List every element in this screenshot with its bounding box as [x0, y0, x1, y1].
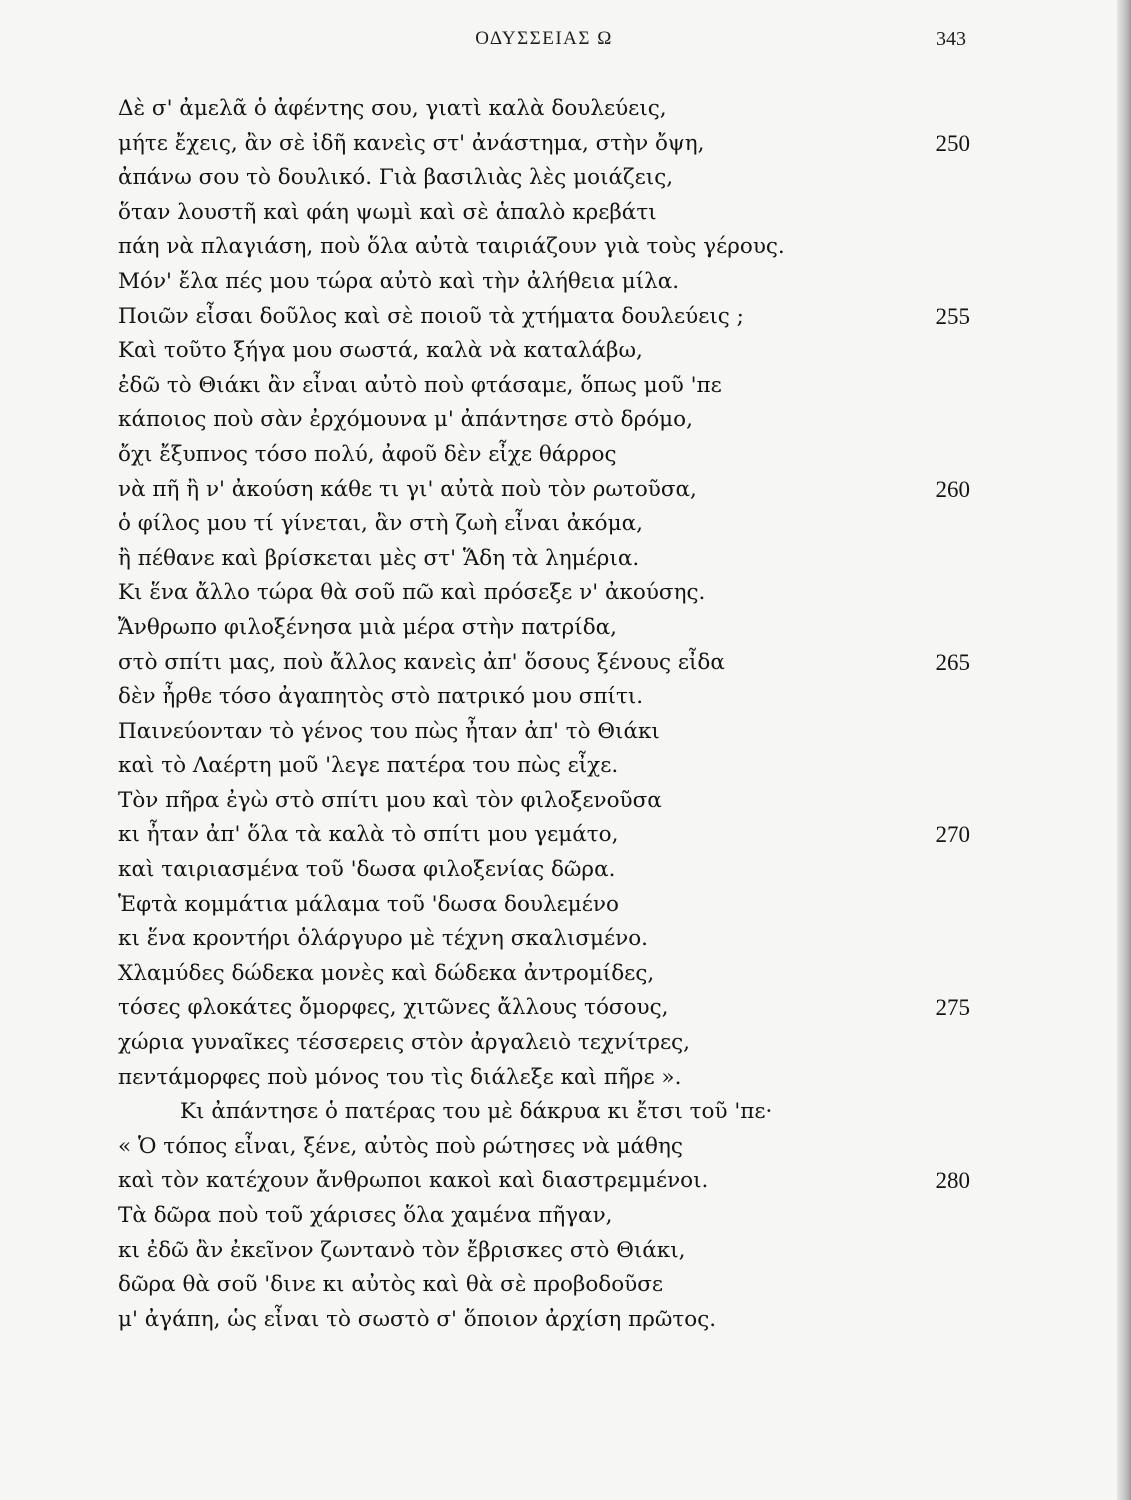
verse-line	[118, 542, 970, 577]
verse-line	[118, 1268, 970, 1303]
verse-line	[118, 957, 970, 992]
verse-text: μ' ἀγάπη, ὡς εἶναι τὸ σωστὸ σ' ὅποιον ἀρχίση πρῶτος.	[118, 1306, 717, 1332]
verse-text: Δὲ σ' ἀμελᾶ ὁ ἀφέντης σου, γιατὶ καλὰ δουλεύεις,	[118, 96, 667, 121]
line-number: 265	[935, 649, 970, 675]
verse-text: χώρια γυναῖκες τέσσερεις στὸν ἀργαλειὸ τεχνίτρες,	[118, 1030, 691, 1056]
verse-line	[118, 888, 970, 923]
verse-line	[118, 438, 970, 473]
verse-text: καὶ τὸν κατέχουν ἄνθρωποι κακοὶ καὶ διαστρεμμένοι.	[118, 1168, 709, 1194]
verse-line	[118, 715, 970, 750]
verse-line	[118, 1026, 970, 1061]
page-number: 343	[936, 28, 966, 50]
line-number: 275	[935, 995, 970, 1021]
verse-line	[118, 576, 970, 611]
verse-text: Ἄνθρωπο φιλοξένησα μιὰ μέρα στὴν πατρίδα,	[118, 614, 618, 640]
verse-line	[118, 230, 970, 265]
line-number: 255	[935, 303, 970, 329]
verse-text: ἐδῶ τὸ Θιάκι ἂν εἶναι αὐτὸ ποὺ φτάσαμε, ὅπως μοῦ 'πε	[118, 372, 722, 398]
verse-line	[118, 473, 970, 508]
verse-line	[118, 1199, 970, 1234]
verse-text: Κι ἕνα ἄλλο τώρα θὰ σοῦ πῶ καὶ πρόσεξε ν' ἀκούσης.	[118, 580, 706, 606]
verse-line	[118, 403, 970, 438]
verse-text: δὲν ἦρθε τόσο ἀγαπητὸς στὸ πατρικό μου σπίτι.	[118, 684, 644, 710]
line-number: 250	[935, 130, 970, 156]
verse-text: Χλαμύδες δώδεκα μονὲς καὶ δώδεκα ἀντρομίδες,	[118, 960, 655, 986]
verse-line	[118, 507, 970, 542]
verse-text: Κι ἀπάντησε ὁ πατέρας του μὲ δάκρυα κι ἔτσι τοῦ 'πε·	[180, 1099, 773, 1125]
verse-text: ἀπάνω σου τὸ δουλικό. Γιὰ βασιλιὰς λὲς μοιάζεις,	[118, 165, 674, 191]
verse-text: ὄχι ἔξυπνος τόσο πολύ, ἀφοῦ δὲν εἶχε θάρρος	[118, 441, 617, 467]
verse-line	[118, 1095, 970, 1130]
verse-text: δῶρα θὰ σοῦ 'δινε κι αὐτὸς καὶ θὰ σὲ προβοδοῦσε	[118, 1272, 664, 1298]
verse-line	[118, 334, 970, 369]
verse-line	[118, 680, 970, 715]
verse-text: κάποιος ποὺ σὰν ἐρχόμουνα μ' ἀπάντησε στὸ δρόμο,	[118, 407, 693, 433]
verse-text: πάη νὰ πλαγιάση, ποὺ ὅλα αὐτὰ ταιριάζουν γιὰ τοὺς γέρους.	[118, 234, 785, 260]
running-head	[118, 28, 970, 58]
verse-line	[118, 749, 970, 784]
verse-text: στὸ σπίτι μας, ποὺ ἄλλος κανεὶς ἀπ' ὅσους ξένους εἶδα	[118, 649, 725, 675]
verse-line	[118, 646, 970, 681]
verse-text: μήτε ἔχεις, ἂν σὲ ἰδῆ κανεὶς στ' ἀνάστημα, στὴν ὄψη,	[118, 130, 705, 156]
verse-text: ὅταν λουστῆ καὶ φάη ψωμὶ καὶ σὲ ἁπαλὸ κρεβάτι	[118, 199, 657, 225]
verse-text: Τὸν πῆρα ἐγὼ στὸ σπίτι μου καὶ τὸν φιλοξενοῦσα	[118, 787, 662, 813]
verse-text: Παινεύονταν τὸ γένος του πὼς ἦταν ἀπ' τὸ Θιάκι	[118, 718, 660, 744]
verse-line	[118, 300, 970, 335]
verse-line	[118, 922, 970, 957]
verse-text: καὶ τὸ Λαέρτη μοῦ 'λεγε πατέρα του πὼς εἶχε.	[118, 753, 619, 779]
verse-text: τόσες φλοκάτες ὄμορφες, χιτῶνες ἄλλους τόσους,	[118, 995, 669, 1021]
verse-text: Μόν' ἔλα πές μου τώρα αὐτὸ καὶ τὴν ἀλήθεια μίλα.	[118, 268, 680, 294]
verse-line	[118, 611, 970, 646]
running-title: ΟΔΥΣΣΕΙΑΣ Ω	[475, 28, 613, 49]
verse-text: κι ἐδῶ ἂν ἐκεῖνον ζωντανὸ τὸν ἔβρισκες στὸ Θιάκι,	[118, 1237, 686, 1263]
verse-text: Καὶ τοῦτο ξήγα μου σωστά, καλὰ νὰ καταλάβω,	[118, 338, 643, 364]
verse-text: « Ὁ τόπος εἶναι, ξένε, αὐτὸς ποὺ ρώτησες νὰ μάθης	[118, 1133, 683, 1159]
verse-text: πεντάμορφες ποὺ μόνος του τὶς διάλεξε καὶ πῆρε ».	[118, 1064, 682, 1090]
verse-text: Τὰ δῶρα ποὺ τοῦ χάρισες ὅλα χαμένα πῆγαν,	[118, 1203, 613, 1228]
verse-line	[118, 127, 970, 162]
verse-line	[118, 161, 970, 196]
verse-text: κι ἦταν ἀπ' ὅλα τὰ καλὰ τὸ σπίτι μου γεμάτο,	[118, 822, 619, 848]
verse-text: κι ἕνα κροντήρι ὁλάργυρο μὲ τέχνη σκαλισμένο.	[118, 926, 649, 952]
verse-text: Ἑφτὰ κομμάτια μάλαμα τοῦ 'δωσα δουλεμένο	[118, 891, 619, 917]
verse-line	[118, 818, 970, 853]
line-number: 280	[935, 1168, 970, 1194]
verse-line	[118, 1164, 970, 1199]
verse-line	[118, 92, 970, 127]
verse-text: καὶ ταιριασμένα τοῦ 'δωσα φιλοξενίας δῶρα.	[118, 857, 616, 883]
verse-text: ἢ πέθανε καὶ βρίσκεται μὲς στ' Ἅδη τὰ λημέρια.	[118, 545, 640, 571]
verse-text: Ποιῶν εἶσαι δοῦλος καὶ σὲ ποιοῦ τὰ χτήματα δουλεύεις ;	[118, 303, 744, 329]
verse-line	[118, 991, 970, 1026]
verse-line	[118, 1130, 970, 1165]
verse-line	[118, 784, 970, 819]
page-edge	[1117, 0, 1131, 1500]
verse-text: ὁ φίλος μου τί γίνεται, ἂν στὴ ζωὴ εἶναι ἀκόμα,	[118, 511, 643, 537]
line-number: 270	[935, 822, 970, 848]
line-number: 260	[935, 476, 970, 502]
verse-line	[118, 1303, 970, 1338]
poem-text	[118, 92, 970, 1337]
verse-line	[118, 1234, 970, 1269]
verse-line	[118, 1061, 970, 1096]
verse-line	[118, 369, 970, 404]
verse-line	[118, 853, 970, 888]
verse-text: νὰ πῆ ἢ ν' ἀκούση κάθε τι γι' αὐτὰ ποὺ τὸν ρωτοῦσα,	[118, 476, 697, 502]
verse-line	[118, 265, 970, 300]
verse-line	[118, 196, 970, 231]
